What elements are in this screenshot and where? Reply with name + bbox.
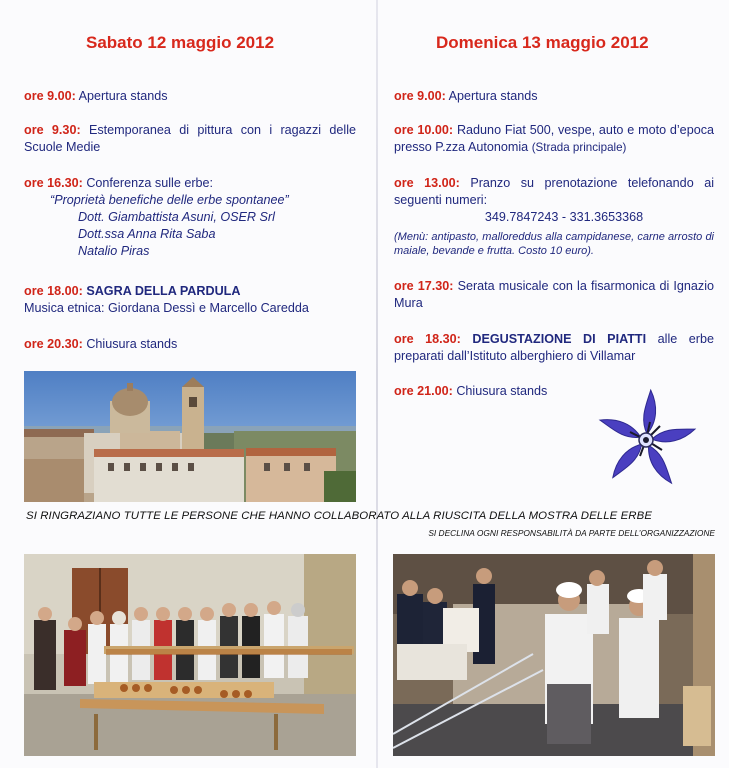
menu-note: (Menù: antipasto, malloreddus alla campidanese, carne arrosto di maiale, bevande e frutta. Costo 10 euro). xyxy=(394,231,714,257)
event-sat-1800 xyxy=(24,283,364,317)
event-sun-1000 xyxy=(394,122,714,156)
event-sun-1300 xyxy=(394,175,714,258)
event-time: ore 20.30: xyxy=(24,337,83,351)
sunday-title: Domenica 13 maggio 2012 xyxy=(436,33,649,52)
event-time: ore 9.00: xyxy=(24,89,76,103)
event-text: DEGUSTAZIONE DI PIATTI xyxy=(472,332,647,346)
event-sat-1630 xyxy=(24,175,360,260)
event-time: ore 10.00: xyxy=(394,123,454,137)
event-time: ore 17.30: xyxy=(394,279,454,293)
event-text: Chiusura stands xyxy=(86,337,178,351)
event-note: (Strada principale) xyxy=(531,141,627,154)
event-time: ore 18.30: xyxy=(394,332,461,346)
page-fold xyxy=(376,0,378,768)
event-text: SAGRA DELLA PARDULA xyxy=(86,284,241,298)
borage-flower-icon xyxy=(594,388,698,496)
event-time: ore 13.00: xyxy=(394,176,460,190)
saturday-title: Sabato 12 maggio 2012 xyxy=(86,33,275,52)
event-time: ore 9.00: xyxy=(394,89,446,103)
event-detail: Musica etnica: Giordana Dessì e Marcello Caredda xyxy=(24,301,309,315)
event-text: Estemporanea di pittura con i ragazzi delle Scuole Medie xyxy=(24,123,357,154)
speaker-1: Dott. Giambattista Asuni, OSER Srl xyxy=(78,210,275,224)
conference-subtitle: “Proprietà benefiche delle erbe spontanee” xyxy=(50,193,289,207)
event-time: ore 18.00: xyxy=(24,284,83,298)
speaker-2: Dott.ssa Anna Rita Saba xyxy=(78,227,216,241)
event-time: ore 9.30: xyxy=(24,123,81,137)
event-sun-1730 xyxy=(394,278,714,312)
event-text: Chiusura stands xyxy=(456,384,548,398)
event-sat-0900 xyxy=(24,88,360,105)
volunteers-photo xyxy=(24,554,356,756)
event-sat-0930 xyxy=(24,122,356,156)
phone-numbers: 349.7847243 - 331.3653368 xyxy=(484,210,644,224)
event-sun-1830 xyxy=(394,331,714,365)
disclaimer: SI DECLINA OGNI RESPONSABILITÀ DA PARTE DELL’ORGANIZZAZIONE xyxy=(428,528,715,538)
kitchen-photo xyxy=(393,554,715,756)
thanks-banner: SI RINGRAZIANO TUTTE LE PERSONE CHE HANNO COLLABORATO ALLA RIUSCITA DELLA MOSTRA DELLE ERBE xyxy=(26,510,653,522)
event-time: ore 21.00: xyxy=(394,384,453,398)
event-text: Apertura stands xyxy=(448,89,538,103)
event-sun-0900 xyxy=(394,88,716,105)
event-time: ore 16.30: xyxy=(24,176,83,190)
event-text: Raduno Fiat 500, vespe, auto e moto d’epoca presso P.zza Autonomia xyxy=(394,123,714,154)
village-photo xyxy=(24,371,356,502)
event-text: Pranzo su prenotazione telefonando ai seguenti numeri: xyxy=(394,176,714,207)
event-text: Conferenza sulle erbe: xyxy=(86,176,214,190)
event-text: Apertura stands xyxy=(78,89,168,103)
event-text: Serata musicale con la fisarmonica di Ignazio Mura xyxy=(394,279,714,310)
speaker-3: Natalio Piras xyxy=(78,244,150,258)
event-text-cont: alle erbe preparati dall’Istituto alberghiero di Villamar xyxy=(394,332,715,363)
event-sat-2030 xyxy=(24,336,360,353)
